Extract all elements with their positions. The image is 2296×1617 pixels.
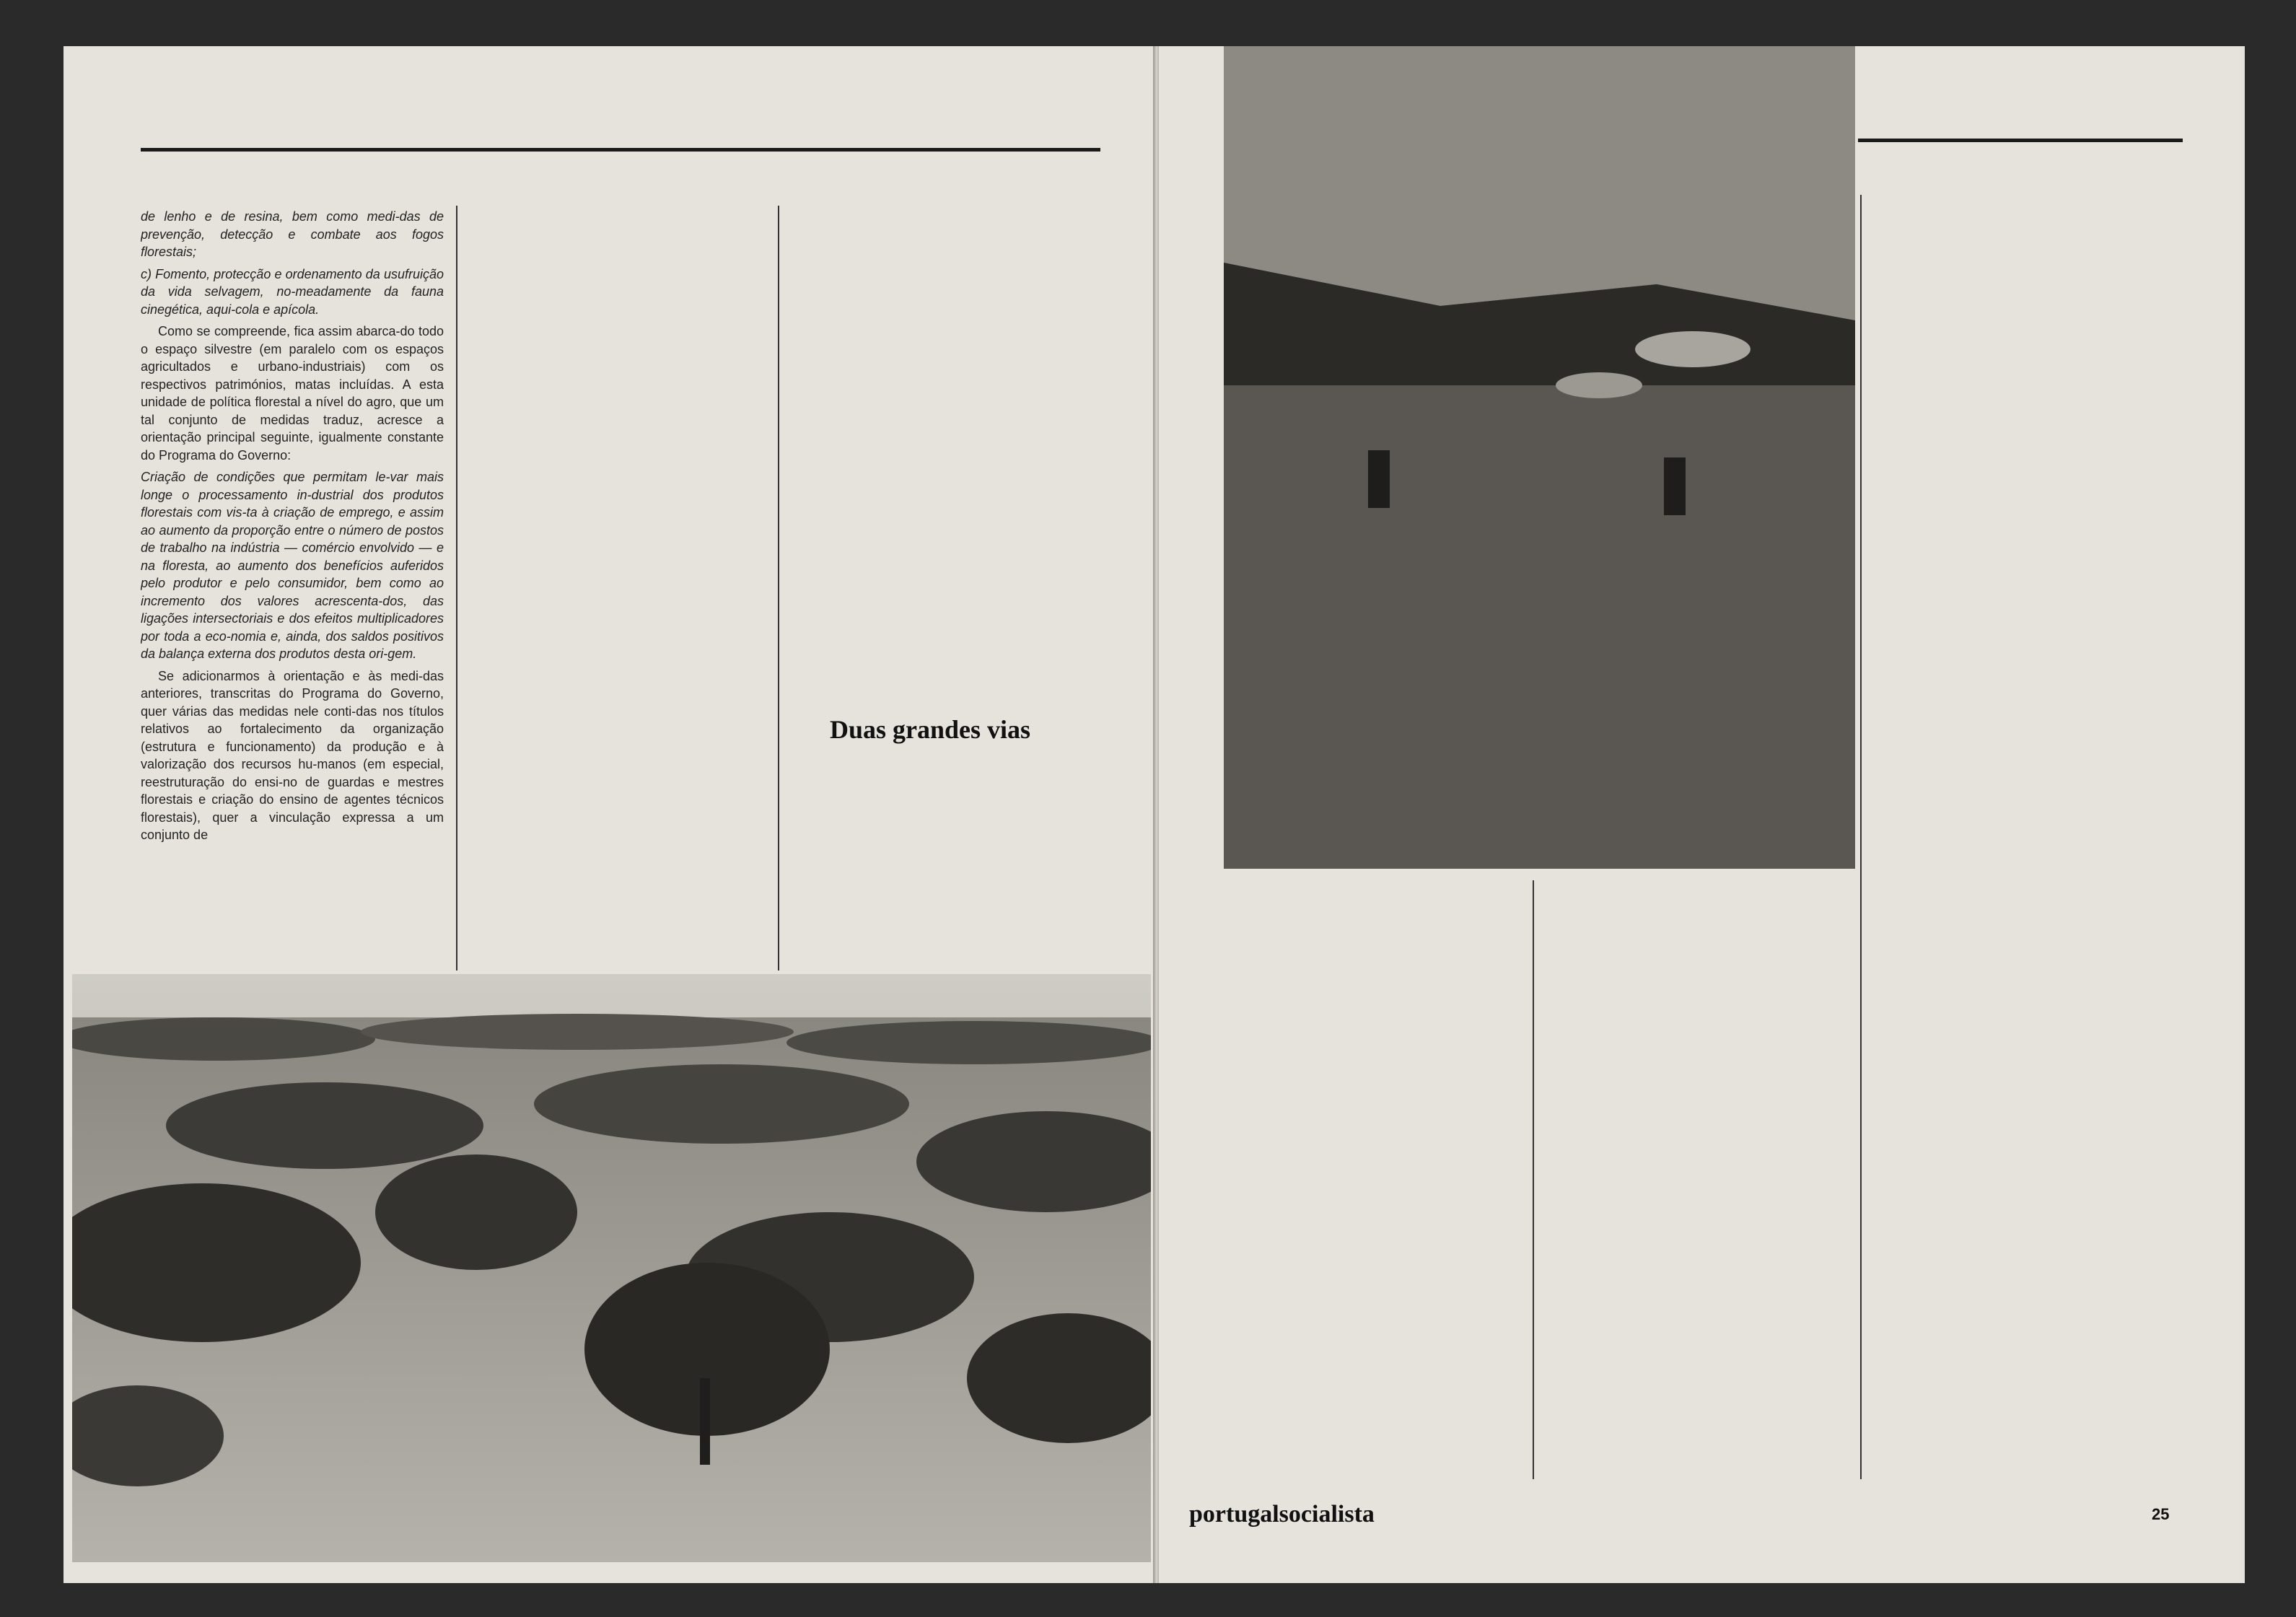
column-1-paragraphs — [141, 208, 444, 844]
right-column-3 — [1869, 196, 2179, 1488]
page-number: 25 — [2152, 1505, 2170, 1523]
column-1-paragraph: Se adicionarmos à orientação e às medi-das anteriores, transcritas do Programa do Governo, quer várias das medidas nele conti-das nos títulos relativos ao fortalecimento da organização (estrutura e funcionamento) da produção e à valorização dos recursos hu-manos (em especial, reestruturação do ensi-no de guardas e mestres florestais e criação do ensino de agentes técnicos florestais), quer a vinculação expressa a um conjunto de — [141, 668, 444, 842]
right-column-1 — [1224, 880, 1527, 1486]
left-column-2 — [463, 208, 766, 973]
column-1-paragraph: de lenho e de resina, bem como medi-das de prevenção, detecção e combate aos fogos florestais; — [141, 209, 444, 259]
column-divider — [778, 206, 779, 970]
section-heading: Duas grandes vias — [830, 715, 1031, 744]
masthead-logo: portugalsocialista — [1189, 1501, 1375, 1528]
top-rule-left — [141, 148, 1100, 152]
column-divider — [456, 206, 457, 970]
right-column-2 — [1540, 880, 1843, 1486]
left-column-3 — [786, 208, 1090, 973]
top-rule-right — [1858, 139, 2183, 142]
column-divider — [1860, 195, 1862, 1479]
hillside-photo — [1224, 46, 1855, 869]
column-1-paragraph: c) Fomento, protecção e ordenamento da usufruição da vida selvagem, no-meadamente da fauna cinegética, aqui-cola e apícola. — [141, 266, 444, 317]
left-column-1 — [141, 208, 444, 973]
column-1-paragraph: Criação de condições que permitam le-var mais longe o processamento in-dustrial dos produtos florestais com vis-ta à criação de emprego, e assim ao aumento da proporção entre o número de postos de trabalho na indústria — comércio envolvido — e na floresta, ao aumento dos benefícios auferidos pelo produtor e pelo consumidor, bem como ao incremento dos valores acrescenta-dos, das ligações intersectoriais e dos efeitos multiplicadores por toda a eco-nomia e, ainda, dos saldos positivos da balança externa dos produtos desta ori-gem. — [141, 470, 444, 661]
column-divider — [1533, 880, 1534, 1479]
column-1-paragraph: Como se compreende, fica assim abarca-do todo o espaço silvestre (em paralelo com os espaços agricultados e urbano-industriais) com os respectivos patrimónios, matas incluídas. A esta unidade de política florestal a nível do agro, que um tal conjunto de medidas traduz, acresce a orientação principal seguinte, igualmente constante do Programa do Governo: — [141, 324, 444, 463]
landscape-photo — [72, 974, 1151, 1562]
